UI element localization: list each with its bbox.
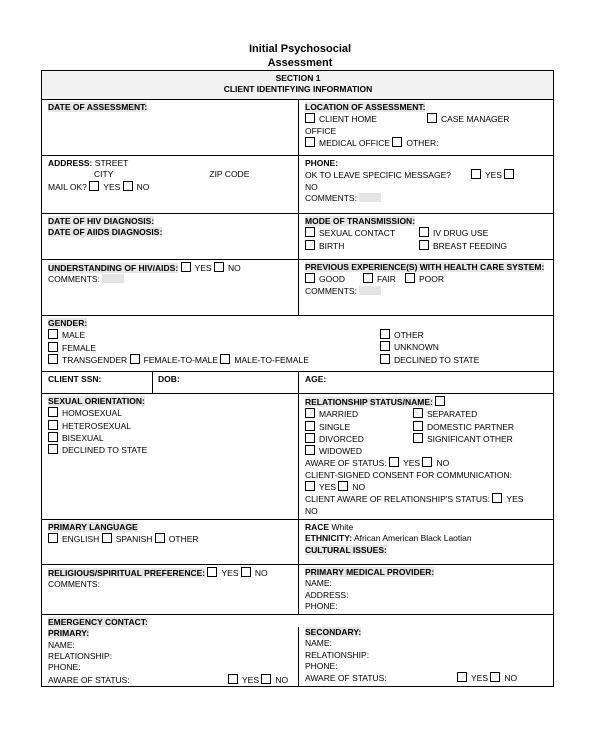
checkbox-poor[interactable] (405, 273, 415, 283)
gender-declined-label: DECLINED TO STATE (394, 354, 480, 365)
breast-feeding-label: BREAST FEEDING (433, 240, 507, 251)
checkbox-divorced[interactable] (305, 433, 315, 443)
secondary-relationship-label: RELATIONSHIP: (305, 649, 370, 660)
understanding-yes-label: YES (194, 263, 212, 273)
secondary-aware-label: AWARE OF STATUS: (305, 673, 387, 684)
checkbox-religious-yes[interactable] (207, 567, 217, 577)
location-label: LOCATION OF ASSESSMENT: (305, 102, 426, 112)
homosexual-label: HOMOSEXUAL (62, 408, 122, 419)
row-gender (42, 316, 554, 372)
dob-label: DOB: (158, 374, 180, 384)
checkbox-religious-no[interactable] (241, 567, 251, 577)
birth-label: BIRTH (319, 240, 345, 251)
primary-aware-yes-label: YES (242, 674, 260, 685)
consent-yes-label: YES (319, 482, 337, 493)
city-label: CITY (94, 169, 114, 180)
sexual-orientation-label: SEXUAL ORIENTATION: (48, 396, 145, 406)
medical-office-label: MEDICAL OFFICE (319, 137, 390, 148)
checkbox-aware-yes[interactable] (389, 457, 399, 467)
religious-yes-label: YES (221, 568, 239, 578)
section-header (42, 71, 554, 100)
heterosexual-label: HETEROSEXUAL (62, 420, 131, 431)
checkbox-homosexual[interactable] (48, 407, 58, 417)
unknown-label: UNKNOWN (394, 342, 439, 353)
checkbox-male-to-female[interactable] (220, 354, 230, 364)
english-label: ENGLISH (62, 534, 100, 545)
checkbox-secondary-aware-yes[interactable] (457, 672, 467, 682)
row-emergency (42, 615, 554, 687)
row-address (42, 156, 554, 214)
checkbox-significant-other[interactable] (413, 433, 423, 443)
checkbox-mail-yes[interactable] (89, 181, 99, 191)
checkbox-single[interactable] (305, 421, 315, 431)
separated-label: SEPARATED (427, 409, 478, 420)
checkbox-english[interactable] (48, 533, 58, 543)
checkbox-client-aware-yes[interactable] (492, 493, 502, 503)
assessment-form (41, 70, 554, 687)
language-other-label: OTHER (168, 534, 199, 545)
checkbox-orientation-declined[interactable] (48, 444, 58, 454)
religious-comments-label: COMMENTS: (48, 579, 100, 590)
religious-no-label: NO (254, 568, 268, 578)
office-label: OFFICE (305, 125, 337, 136)
location-other-label: OTHER: (406, 137, 439, 148)
mail-ok-label: MAIL OK? (48, 181, 87, 192)
checkbox-sexual-contact[interactable] (305, 227, 315, 237)
experience-comments-field[interactable] (359, 286, 381, 295)
married-label: MARRIED (319, 409, 359, 420)
good-label: GOOD (319, 274, 345, 285)
understanding-label: UNDERSTANDING OF HIV/AIDS: (48, 263, 179, 273)
checkbox-unknown[interactable] (380, 341, 390, 351)
provider-phone-label: PHONE: (305, 600, 338, 611)
client-aware-yes-label: YES (506, 494, 524, 505)
divorced-label: DIVORCED (319, 433, 364, 444)
checkbox-female-to-male[interactable] (130, 354, 140, 364)
checkbox-consent-no[interactable] (338, 481, 348, 491)
consent-label: CLIENT-SIGNED CONSENT FOR COMMUNICATION: (305, 469, 513, 480)
client-aware-no-label: NO (305, 505, 318, 516)
aware-of-status-label: AWARE OF STATUS: (305, 458, 387, 469)
ok-to-leave-label: OK TO LEAVE SPECIFIC MESSAGE? (305, 170, 451, 181)
primary-provider-label: PRIMARY MEDICAL PROVIDER: (305, 567, 435, 577)
checkbox-primary-aware-no[interactable] (261, 674, 271, 684)
primary-name-label: NAME: (48, 639, 75, 650)
checkbox-heterosexual[interactable] (48, 420, 58, 430)
female-label: FEMALE (62, 342, 97, 353)
checkbox-gender-other[interactable] (380, 329, 390, 339)
checkbox-bisexual[interactable] (48, 432, 58, 442)
ethnicity-label: ETHNICITY: (305, 533, 353, 544)
phone-comments-field[interactable] (359, 193, 381, 202)
previous-experience-label: PREVIOUS EXPERIENCE(S) WITH HEALTH CARE SYSTEM: (305, 262, 545, 272)
row-understanding (42, 260, 554, 316)
checkbox-medical-office[interactable] (305, 137, 315, 147)
primary-phone-label: PHONE: (48, 662, 81, 673)
checkbox-spanish[interactable] (102, 533, 112, 543)
row-religious (42, 565, 554, 615)
phone-comments-label: COMMENTS: (305, 192, 357, 203)
address-label: ADDRESS: (48, 158, 93, 168)
transgender-label: TRANSGENDER (62, 354, 128, 365)
primary-relationship-label: RELATIONSHIP: (48, 651, 113, 662)
checkbox-client-home[interactable] (305, 113, 315, 123)
title-line-2: Assessment (267, 57, 333, 69)
experience-comments-label: COMMENTS: (305, 285, 357, 296)
row-orientation (42, 394, 554, 520)
age-label: AGE: (305, 374, 327, 384)
document-title (0, 42, 600, 70)
checkbox-gender-declined[interactable] (380, 354, 390, 364)
client-home-label: CLIENT HOME (319, 114, 377, 125)
sexual-contact-label: SEXUAL CONTACT (319, 228, 396, 239)
primary-language-label: PRIMARY LANGUAGE (48, 522, 138, 532)
checkbox-widowed[interactable] (305, 445, 315, 455)
row-language (42, 520, 554, 565)
checkbox-relationship-name[interactable] (435, 396, 445, 406)
checkbox-location-other[interactable] (392, 137, 402, 147)
checkbox-message-no[interactable] (504, 169, 514, 179)
domestic-partner-label: DOMESTIC PARTNER (427, 421, 515, 432)
fair-label: FAIR (377, 274, 396, 285)
male-to-female-label: MALE-TO-FEMALE (234, 354, 309, 365)
checkbox-understanding-no[interactable] (214, 262, 224, 272)
secondary-contact-label: SECONDARY: (305, 627, 362, 638)
zip-code-label: ZIP CODE (209, 169, 250, 180)
spanish-label: SPANISH (115, 534, 153, 545)
phone-label: PHONE: (305, 158, 339, 168)
case-manager-label: CASE MANAGER (440, 114, 510, 125)
primary-aware-label: AWARE OF STATUS: (48, 674, 130, 685)
religious-label: RELIGIOUS/SPIRITUAL PREFERENCE: (48, 568, 206, 578)
client-ssn-label: CLIENT SSN: (48, 374, 102, 384)
iv-drug-use-label: IV DRUG USE (433, 228, 489, 239)
title-line-1: Initial Psychosocial (248, 43, 352, 55)
checkbox-language-other[interactable] (155, 533, 165, 543)
date-of-assessment-label: DATE OF ASSESSMENT: (48, 102, 148, 112)
consent-no-label: NO (352, 482, 366, 493)
female-to-male-label: FEMALE-TO-MALE (143, 354, 219, 365)
gender-other-label: OTHER (394, 330, 424, 340)
provider-name-label: NAME: (305, 578, 332, 589)
checkbox-separated[interactable] (413, 408, 423, 418)
hiv-diagnosis-label: DATE OF HIV DIAGNOSIS: (48, 216, 155, 226)
significant-other-label: SIGNIFICANT OTHER (427, 433, 513, 444)
checkbox-breast-feeding[interactable] (419, 240, 429, 250)
secondary-phone-label: PHONE: (305, 661, 338, 672)
bisexual-label: BISEXUAL (62, 432, 104, 443)
checkbox-good[interactable] (305, 273, 315, 283)
checkbox-case-manager[interactable] (427, 113, 437, 123)
single-label: SINGLE (319, 421, 351, 432)
checkbox-iv-drug-use[interactable] (419, 227, 429, 237)
client-aware-label: CLIENT AWARE OF RELATIONSHIP'S STATUS: (305, 494, 491, 505)
provider-address-label: ADDRESS: (305, 589, 349, 600)
understanding-comments-label: COMMENTS: (48, 274, 100, 285)
race-label: RACE (305, 522, 330, 532)
cultural-issues-label: CULTURAL ISSUES: (305, 544, 387, 555)
checkbox-consent-yes[interactable] (305, 481, 315, 491)
aware-yes-label: YES (403, 458, 421, 469)
checkbox-understanding-yes[interactable] (181, 262, 191, 272)
mail-no-label: NO (136, 181, 150, 192)
checkbox-male[interactable] (48, 329, 58, 339)
row-diagnosis (42, 214, 554, 260)
understanding-comments-field[interactable] (102, 274, 124, 283)
emergency-contact-label: EMERGENCY CONTACT: (48, 617, 148, 628)
message-yes-label: YES (484, 170, 502, 181)
gender-label: GENDER: (48, 318, 88, 328)
ethnicity-value: African American Black Laotian (353, 533, 472, 544)
checkbox-message-yes[interactable] (471, 169, 481, 179)
secondary-name-label: NAME: (305, 638, 332, 649)
aware-no-label: NO (436, 458, 450, 469)
poor-label: POOR (419, 274, 445, 285)
checkbox-domestic-partner[interactable] (413, 421, 423, 431)
race-value: White (331, 522, 354, 532)
checkbox-fair[interactable] (363, 273, 373, 283)
mode-of-transmission-label: MODE OF TRANSMISSION: (305, 216, 416, 226)
section-name: CLIENT IDENTIFYING INFORMATION (223, 84, 373, 95)
row-ssn (42, 372, 554, 394)
widowed-label: WIDOWED (319, 446, 362, 457)
relationship-status-label: RELATIONSHIP STATUS/NAME: (305, 397, 433, 407)
street-label: STREET (94, 158, 129, 168)
male-label: MALE (62, 330, 86, 341)
section-number: SECTION 1 (275, 73, 321, 83)
checkbox-transgender[interactable] (48, 354, 58, 364)
checkbox-mail-no[interactable] (123, 181, 133, 191)
checkbox-married[interactable] (305, 408, 315, 418)
checkbox-primary-aware-yes[interactable] (228, 674, 238, 684)
checkbox-secondary-aware-no[interactable] (490, 672, 500, 682)
secondary-aware-yes-label: YES (471, 673, 489, 684)
message-no-label: NO (305, 181, 318, 192)
primary-contact-label: PRIMARY: (48, 628, 90, 639)
mail-yes-label: YES (103, 181, 121, 192)
row-assessment (42, 100, 554, 156)
secondary-aware-no-label: NO (504, 673, 518, 684)
checkbox-aware-no[interactable] (422, 457, 432, 467)
understanding-no-label: NO (227, 263, 241, 273)
aids-diagnosis-label: DATE OF AIIDS DIAGNOSIS: (48, 227, 163, 238)
primary-aware-no-label: NO (275, 674, 289, 685)
checkbox-birth[interactable] (305, 240, 315, 250)
checkbox-female[interactable] (48, 342, 58, 352)
orientation-declined-label: DECLINED TO STATE (62, 445, 148, 456)
